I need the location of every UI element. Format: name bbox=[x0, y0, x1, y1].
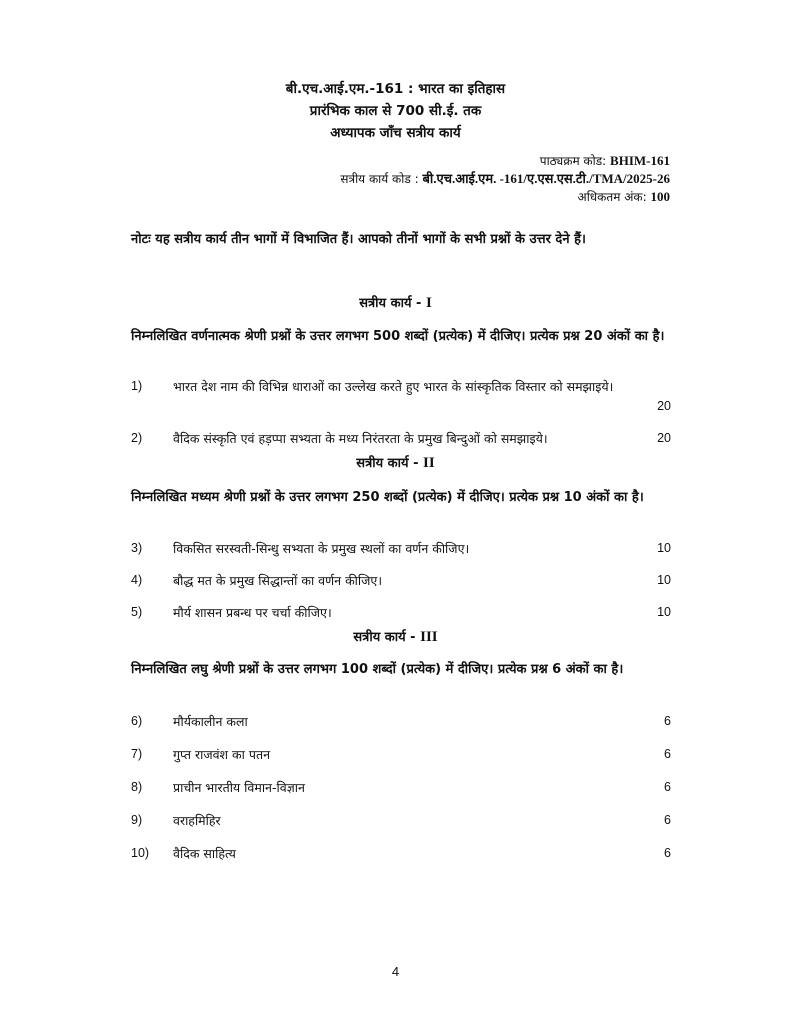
section-instruction-1: निम्नलिखित वर्णनात्मक श्रेणी प्रश्नों के उत्तर लगभग 500 शब्दों (प्रत्येक) में दीजिए। प्रत्येक प्रश्न 20 अंकों का है। bbox=[131, 329, 665, 344]
question-number: 10) bbox=[131, 846, 150, 860]
course-code-value: BHIM-161 bbox=[610, 153, 670, 168]
assignment-title: अध्यापक जाँच सत्रीय कार्य bbox=[330, 125, 461, 141]
question-item bbox=[131, 603, 671, 623]
section-roman-numeral: I bbox=[425, 295, 432, 311]
section-title-prefix: सत्रीय कार्य - bbox=[353, 630, 416, 645]
question-item bbox=[131, 745, 671, 765]
question-marks: 20 bbox=[657, 399, 671, 413]
note-paragraph: नोटः यह सत्रीय कार्य तीन भागों में विभाजित हैं। आपको तीनों भागों के सभी प्रश्नों के उत्तर देने हैं। bbox=[131, 232, 586, 247]
question-number: 8) bbox=[131, 780, 143, 794]
question-text: वैदिक संस्कृति एवं हड़प्पा सभ्यता के मध्य निरंतरता के प्रमुख बिन्दुओं को समझाइये। bbox=[173, 431, 548, 446]
course-subtitle: प्रारंभिक काल से 700 सी.ई. तक bbox=[309, 103, 482, 119]
question-marks: 10 bbox=[657, 573, 671, 587]
assignment-code-label: सत्रीय कार्य कोड : bbox=[340, 172, 419, 186]
question-number: 5) bbox=[131, 605, 143, 619]
question-item bbox=[131, 712, 671, 732]
question-marks: 6 bbox=[664, 780, 671, 794]
question-item bbox=[131, 539, 671, 559]
question-marks: 6 bbox=[664, 846, 671, 860]
course-code-label: पाठ्यक्रम कोड: bbox=[539, 154, 607, 168]
assignment-code-value: बी.एच.आई.एम. -161/ए.एस.एस.टी./TMA/2025-26 bbox=[422, 171, 670, 186]
question-marks: 6 bbox=[664, 747, 671, 761]
section-title-prefix: सत्रीय कार्य - bbox=[359, 296, 422, 311]
max-marks-label: अधिकतम अंक: bbox=[577, 190, 647, 204]
question-text: मौर्यकालीन कला bbox=[173, 714, 248, 729]
page-number: 4 bbox=[391, 964, 400, 979]
section-instruction-2: निम्नलिखित मध्यम श्रेणी प्रश्नों के उत्तर लगभग 250 शब्दों (प्रत्येक) में दीजिए। प्रत्येक प्रश्न 10 अंकों का है। bbox=[131, 490, 644, 505]
question-item bbox=[131, 377, 671, 417]
question-text: विकसित सरस्वती-सिन्धु सभ्यता के प्रमुख स्थलों का वर्णन कीजिए। bbox=[173, 541, 470, 556]
question-text: प्राचीन भारतीय विमान-विज्ञान bbox=[173, 780, 305, 795]
question-item bbox=[131, 811, 671, 831]
question-number: 7) bbox=[131, 747, 143, 761]
question-number: 1) bbox=[131, 379, 143, 393]
question-number: 3) bbox=[131, 541, 143, 555]
question-text: मौर्य शासन प्रबन्ध पर चर्चा कीजिए। bbox=[173, 605, 332, 620]
question-text: वराहमिहिर bbox=[173, 813, 221, 828]
question-item bbox=[131, 778, 671, 798]
document-header bbox=[0, 78, 791, 144]
question-text: वैदिक साहित्य bbox=[173, 846, 236, 861]
question-number: 9) bbox=[131, 813, 143, 827]
question-number: 6) bbox=[131, 714, 143, 728]
question-item bbox=[131, 571, 671, 591]
section-roman-numeral: II bbox=[423, 455, 435, 471]
question-item bbox=[131, 844, 671, 864]
section-title-prefix: सत्रीय कार्य - bbox=[356, 456, 419, 471]
section-title-2 bbox=[0, 453, 791, 472]
question-text: भारत देश नाम की विभिन्न धाराओं का उल्लेख करते हुए भारत के सांस्कृतिक विस्तार को समझाइये। bbox=[173, 379, 614, 394]
max-marks-row bbox=[340, 188, 670, 206]
section-title-1 bbox=[0, 293, 791, 312]
question-marks: 10 bbox=[657, 605, 671, 619]
section-instruction-3: निम्नलिखित लघु श्रेणी प्रश्नों के उत्तर लगभग 100 शब्दों (प्रत्येक) में दीजिए। प्रत्येक प्रश्न 6 अंकों का है। bbox=[131, 662, 624, 677]
section-title-3 bbox=[0, 627, 791, 646]
question-number: 2) bbox=[131, 431, 143, 445]
question-marks: 6 bbox=[664, 714, 671, 728]
max-marks-value: 100 bbox=[650, 189, 670, 204]
code-block bbox=[340, 152, 670, 206]
question-number: 4) bbox=[131, 573, 143, 587]
course-title: बी.एच.आई.एम.-161 : भारत का इतिहास bbox=[285, 81, 506, 97]
question-marks: 6 bbox=[664, 813, 671, 827]
course-code-row bbox=[340, 152, 670, 170]
question-marks: 10 bbox=[657, 541, 671, 555]
section-roman-numeral: III bbox=[420, 629, 438, 645]
question-text: गुप्त राजवंश का पतन bbox=[173, 747, 271, 762]
question-text: बौद्ध मत के प्रमुख सिद्धान्तों का वर्णन कीजिए। bbox=[173, 573, 383, 588]
assignment-code-row bbox=[340, 170, 670, 188]
question-item bbox=[131, 429, 671, 449]
question-marks: 20 bbox=[657, 431, 671, 445]
